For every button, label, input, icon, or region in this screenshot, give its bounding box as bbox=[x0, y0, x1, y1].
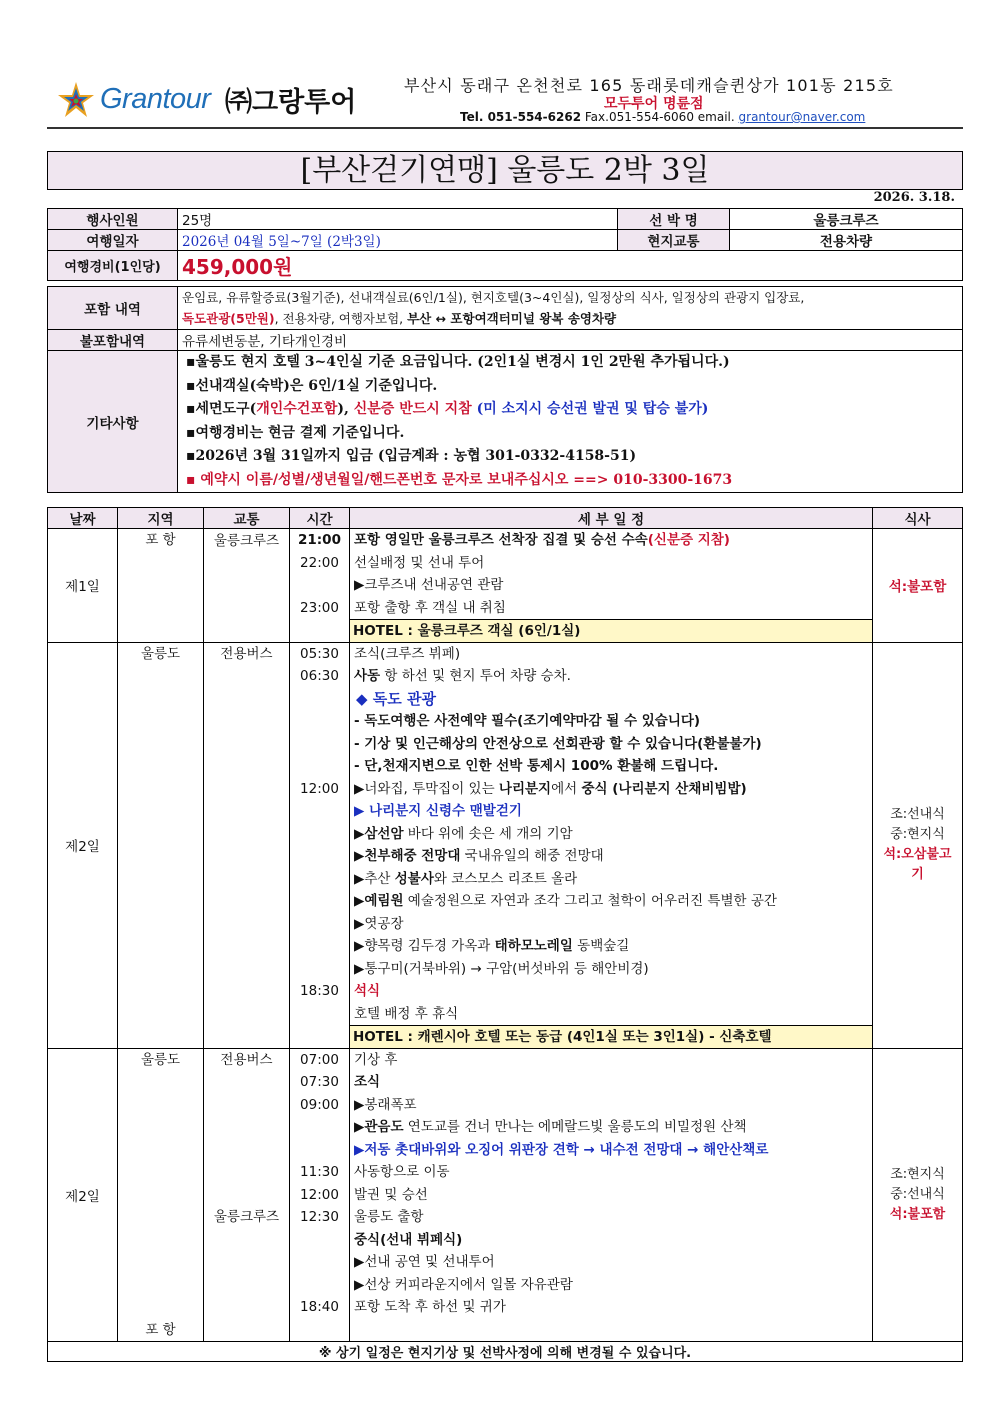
table-row bbox=[48, 287, 963, 330]
dokdo-tour-included: 독도관광(5만원) bbox=[182, 311, 275, 326]
fax: Fax.051-554-6060 bbox=[584, 110, 694, 124]
transport: 울릉크루즈 bbox=[213, 532, 280, 549]
footer-row bbox=[48, 1342, 963, 1362]
note-item: ▪2026년 3월 31일까지 입금 (입금계좌 : 농협 301-0332-4158-51) bbox=[186, 448, 637, 464]
exclusions-value: 유류세변동분, 기타개인경비 bbox=[178, 330, 963, 351]
detail-line: 조식(크루즈 뷔페) bbox=[354, 645, 461, 662]
detail-line: 중식(선내 뷔페식) bbox=[354, 1231, 463, 1248]
time: 06:30 bbox=[300, 668, 339, 684]
transport-cell bbox=[204, 642, 290, 1048]
region: 울릉도 bbox=[140, 1051, 181, 1068]
detail-line: ◆ 독도 관광 bbox=[356, 689, 436, 708]
detail-text: 연도교를 건너 만나는 에메랄드빛 울릉도의 비밀정원 산책 bbox=[403, 1119, 747, 1135]
inclusions-line2-rest: , 전용차량, 여행자보험, bbox=[274, 311, 408, 326]
detail-line: 포항 도착 후 하선 및 귀가 bbox=[354, 1299, 506, 1315]
inclusions-value bbox=[178, 287, 963, 330]
note-item: ▪울릉도 현지 호텔 3~4인실 기준 요금입니다. (2인1실 변경시 1인 2만원 추가됩니다.) bbox=[186, 354, 730, 370]
detail-line: ▶선상 커피라운지에서 일몰 자유관람 bbox=[354, 1276, 573, 1293]
detail-text: 국내유일의 해중 전망대 bbox=[460, 848, 604, 864]
detail-text: 사동 bbox=[354, 668, 381, 684]
detail-line: 포항 출항 후 객실 내 취침 bbox=[354, 599, 506, 616]
schedule-table bbox=[47, 507, 963, 1362]
detail-line: ▶ 나리분지 신령수 맨발걷기 bbox=[354, 803, 522, 819]
detail-line: - 독도여행은 사전예약 필수(조기예약마감 될 수 있습니다) bbox=[354, 713, 701, 729]
detail-line: ▶선내 공연 및 선내투어 bbox=[354, 1254, 495, 1270]
header-time: 시간 bbox=[290, 508, 350, 529]
meal: 중:현지식 bbox=[890, 827, 945, 842]
detail-cell bbox=[350, 529, 873, 643]
detail-text: 동백숲길 bbox=[572, 938, 630, 954]
note-text: ), bbox=[337, 401, 354, 417]
detail-text: 삼선암 bbox=[364, 825, 404, 842]
detail-line bbox=[350, 529, 872, 552]
exclusions-label: 불포함내역 bbox=[48, 330, 178, 351]
detail-text: ▶ bbox=[354, 1119, 365, 1135]
participants-value: 25명 bbox=[178, 209, 618, 230]
detail-line: - 단,천재지변으로 인한 선박 통제시 100% 환불해 드립니다. bbox=[354, 758, 719, 774]
document-date: 2026. 3.18. bbox=[873, 190, 955, 205]
detail-line: - 기상 및 인근해상의 안전상으로 선회관광 할 수 있습니다(환불불가) bbox=[354, 735, 762, 752]
transport-value: 전용차량 bbox=[730, 230, 963, 251]
detail-text: ▶추산 bbox=[354, 870, 395, 887]
note-item bbox=[186, 398, 958, 422]
table-row bbox=[48, 209, 963, 230]
meal-cell: 석:불포함 bbox=[873, 529, 963, 643]
note-text: ▪세면도구( bbox=[186, 401, 257, 417]
detail-line: 선실배정 및 선내 투어 bbox=[354, 554, 485, 571]
detail-text: 예림원 bbox=[364, 893, 404, 909]
detail-line bbox=[350, 890, 872, 913]
detail-line: ▶크루즈내 선내공연 관람 bbox=[354, 577, 504, 593]
time: 12:30 bbox=[300, 1209, 339, 1225]
detail-text: 포항 영일만 울릉크루즈 선착장 집결 및 승선 수속 bbox=[354, 532, 648, 548]
detail-text: ▶ bbox=[354, 825, 365, 842]
transport: 전용버스 bbox=[220, 1051, 273, 1068]
region-cell bbox=[118, 1048, 204, 1342]
detail-text: 천부해중 전망대 bbox=[364, 848, 461, 864]
time-cell bbox=[290, 1048, 350, 1342]
note-text: 신분증 반드시 지참 bbox=[353, 401, 472, 417]
table-row bbox=[48, 251, 963, 281]
table-row bbox=[48, 330, 963, 351]
detail-line bbox=[350, 868, 872, 891]
table-row-day1 bbox=[48, 529, 963, 643]
detail-line bbox=[350, 665, 872, 688]
detail-text: 에서 bbox=[551, 780, 582, 797]
header-region: 지역 bbox=[118, 508, 204, 529]
detail-line bbox=[350, 845, 872, 868]
time: 23:00 bbox=[300, 599, 339, 616]
time bbox=[290, 574, 349, 597]
transport-label: 현지교통 bbox=[618, 230, 730, 251]
detail-text: 와 코스모스 리조트 올라 bbox=[433, 870, 578, 887]
cost-label: 여행경비(1인당) bbox=[48, 251, 178, 281]
time-cell bbox=[290, 529, 350, 643]
inclusions-line2 bbox=[182, 308, 958, 329]
transport: 전용버스 bbox=[220, 645, 273, 662]
detail-text: (신분증 지참) bbox=[647, 532, 730, 548]
detail-text: ▶너와집, 투막집이 있는 bbox=[354, 780, 499, 797]
time: 22:00 bbox=[300, 554, 339, 571]
detail-text: 바다 위에 솟은 세 개의 기암 bbox=[403, 825, 573, 842]
note-item: ▪ 예약시 이름/성별/생년월일/핸드폰번호 문자로 보내주십시오 ==> 010-3300-1673 bbox=[186, 471, 733, 488]
detail-text: ▶향목령 김두경 가옥과 bbox=[354, 938, 495, 954]
region: 포 항 bbox=[145, 532, 176, 548]
table-header-row bbox=[48, 508, 963, 529]
ship-value: 울릉크루즈 bbox=[730, 209, 963, 230]
dates-value: 2026년 04월 5일~7일 (2박3일) bbox=[178, 230, 618, 251]
meal: 석:오삼불고기 bbox=[883, 847, 952, 882]
ship-label: 선 박 명 bbox=[618, 209, 730, 230]
meal: 석:불포함 bbox=[889, 1206, 946, 1222]
branch-name: 모두투어 명륜점 bbox=[604, 96, 704, 112]
grantour-logo-icon bbox=[56, 80, 96, 120]
detail-text: 관음도 bbox=[364, 1119, 404, 1135]
detail-text: 항 하선 및 현지 투어 차량 승차. bbox=[380, 668, 571, 684]
detail-line: ▶통구미(거북바위) → 구암(버섯바위 등 해안비경) bbox=[354, 960, 649, 977]
dates-label: 여행일자 bbox=[48, 230, 178, 251]
note-text: 개인수건포함 bbox=[256, 401, 338, 417]
trip-info-table bbox=[47, 208, 963, 281]
note-item: ▪선내객실(숙박)은 6인/1실 기준입니다. bbox=[186, 377, 438, 394]
inclusions-line1: 운임료, 유류할증료(3월기준), 선내객실료(6인/1실), 현지호텔(3~4인실), 일정상의 식사, 일정상의 관광지 입장료, bbox=[182, 290, 805, 305]
note-text: (미 소지시 승선권 발권 및 탑승 불가) bbox=[471, 401, 709, 417]
transport-cell bbox=[204, 529, 290, 643]
table-row bbox=[48, 230, 963, 251]
page-title: [부산걷기연맹] 울릉도 2박 3일 bbox=[47, 151, 963, 190]
time: 09:00 bbox=[300, 1096, 339, 1113]
hotel-line: HOTEL : 캐렌시아 호텔 또는 동급 (4인1실 또는 3인1실) - 신축호텔 bbox=[349, 1025, 873, 1049]
transport: 울릉크루즈 bbox=[213, 1209, 280, 1225]
company-name: ㈜그랑투어 bbox=[225, 87, 357, 118]
detail-cell bbox=[350, 642, 873, 1048]
detail-line: ▶봉래폭포 bbox=[354, 1096, 417, 1113]
region: 포 항 bbox=[145, 1321, 176, 1338]
tel: Tel. 051-554-6262 bbox=[460, 110, 582, 124]
time: 11:30 bbox=[300, 1164, 339, 1180]
footer-note: ※ 상기 일정은 현지기상 및 선박사정에 의해 변경될 수 있습니다. bbox=[48, 1342, 963, 1362]
address: 부산시 동래구 온천천로 165 동래롯데캐슬퀸상가 101동 215호 bbox=[404, 76, 894, 95]
email-label: email. bbox=[697, 110, 735, 124]
transport-cell bbox=[204, 1048, 290, 1342]
detail-text: ▶ bbox=[354, 893, 365, 909]
detail-line: ▶엿공장 bbox=[354, 915, 404, 932]
participants-label: 행사인원 bbox=[48, 209, 178, 230]
time: 07:00 bbox=[300, 1051, 339, 1068]
detail-text: 나리분지 bbox=[498, 780, 552, 797]
detail-text: 예술정원으로 자연과 조각 그리고 철학이 어우러진 특별한 공간 bbox=[403, 893, 777, 909]
header-divider bbox=[47, 127, 963, 129]
contact-line bbox=[460, 110, 865, 124]
detail-line: 조식 bbox=[354, 1074, 381, 1090]
region-cell bbox=[118, 642, 204, 1048]
detail-line bbox=[350, 823, 872, 846]
cost-value: 459,000원 bbox=[178, 251, 963, 281]
detail-line: 사동항으로 이동 bbox=[354, 1164, 450, 1180]
time: 12:00 bbox=[300, 780, 339, 797]
time: 21:00 bbox=[298, 532, 341, 548]
header-meal: 식사 bbox=[873, 508, 963, 529]
detail-line: 기상 후 bbox=[354, 1051, 398, 1068]
time-cell bbox=[290, 642, 350, 1048]
time: 12:00 bbox=[300, 1186, 339, 1203]
time: 18:40 bbox=[300, 1299, 339, 1315]
other-notes bbox=[178, 351, 963, 493]
time: 18:30 bbox=[300, 983, 339, 999]
note-item: ▪여행경비는 현금 결제 기준입니다. bbox=[186, 424, 405, 441]
table-row-day3 bbox=[48, 1048, 963, 1342]
time: 05:30 bbox=[300, 645, 339, 662]
header-date: 날짜 bbox=[48, 508, 118, 529]
day-label: 제2일 bbox=[48, 642, 118, 1048]
detail-line bbox=[350, 778, 872, 801]
detail-line: 호텔 배정 후 휴식 bbox=[354, 1005, 459, 1022]
email-link[interactable]: grantour@naver.com bbox=[738, 110, 866, 124]
shuttle-included: 부산 ↔ 포항여객터미널 왕복 송영차량 bbox=[407, 311, 617, 326]
meal: 조:선내식 bbox=[890, 807, 945, 822]
detail-cell bbox=[350, 1048, 873, 1342]
detail-line bbox=[350, 1116, 872, 1139]
detail-line bbox=[350, 935, 872, 958]
detail-text: 중식 (나리분지 산채비빔밥) bbox=[581, 780, 747, 797]
detail-text: 태하모노레일 bbox=[494, 938, 573, 954]
day-label: 제1일 bbox=[48, 529, 118, 643]
detail-line: 발권 및 승선 bbox=[354, 1186, 428, 1203]
detail-line: ▶저동 촛대바위와 오징어 위판장 견학 → 내수전 전망대 → 해안산책로 bbox=[354, 1141, 769, 1158]
table-row bbox=[48, 351, 963, 493]
detail-line: 울릉도 출항 bbox=[354, 1209, 424, 1225]
inclusions-label: 포함 내역 bbox=[48, 287, 178, 330]
detail-text: 성불사 bbox=[394, 870, 434, 887]
header-detail: 세 부 일 정 bbox=[350, 508, 873, 529]
meal: 중:선내식 bbox=[890, 1186, 945, 1202]
hotel-line: HOTEL : 울릉크루즈 객실 (6인/1실) bbox=[349, 619, 873, 643]
other-label: 기타사항 bbox=[48, 351, 178, 493]
header-transport: 교통 bbox=[204, 508, 290, 529]
region-cell bbox=[118, 529, 204, 643]
day-label: 제2일 bbox=[48, 1048, 118, 1342]
detail-text: ▶ bbox=[354, 848, 365, 864]
table-row-day2 bbox=[48, 642, 963, 1048]
time: 07:30 bbox=[300, 1074, 339, 1090]
meal-cell bbox=[873, 642, 963, 1048]
region: 울릉도 bbox=[140, 645, 181, 662]
inclusions-table bbox=[47, 286, 963, 493]
meal: 조:현지식 bbox=[890, 1166, 945, 1182]
detail-line: 석식 bbox=[354, 983, 381, 999]
logo-text: Grantour bbox=[100, 83, 211, 115]
meal-cell bbox=[873, 1048, 963, 1342]
